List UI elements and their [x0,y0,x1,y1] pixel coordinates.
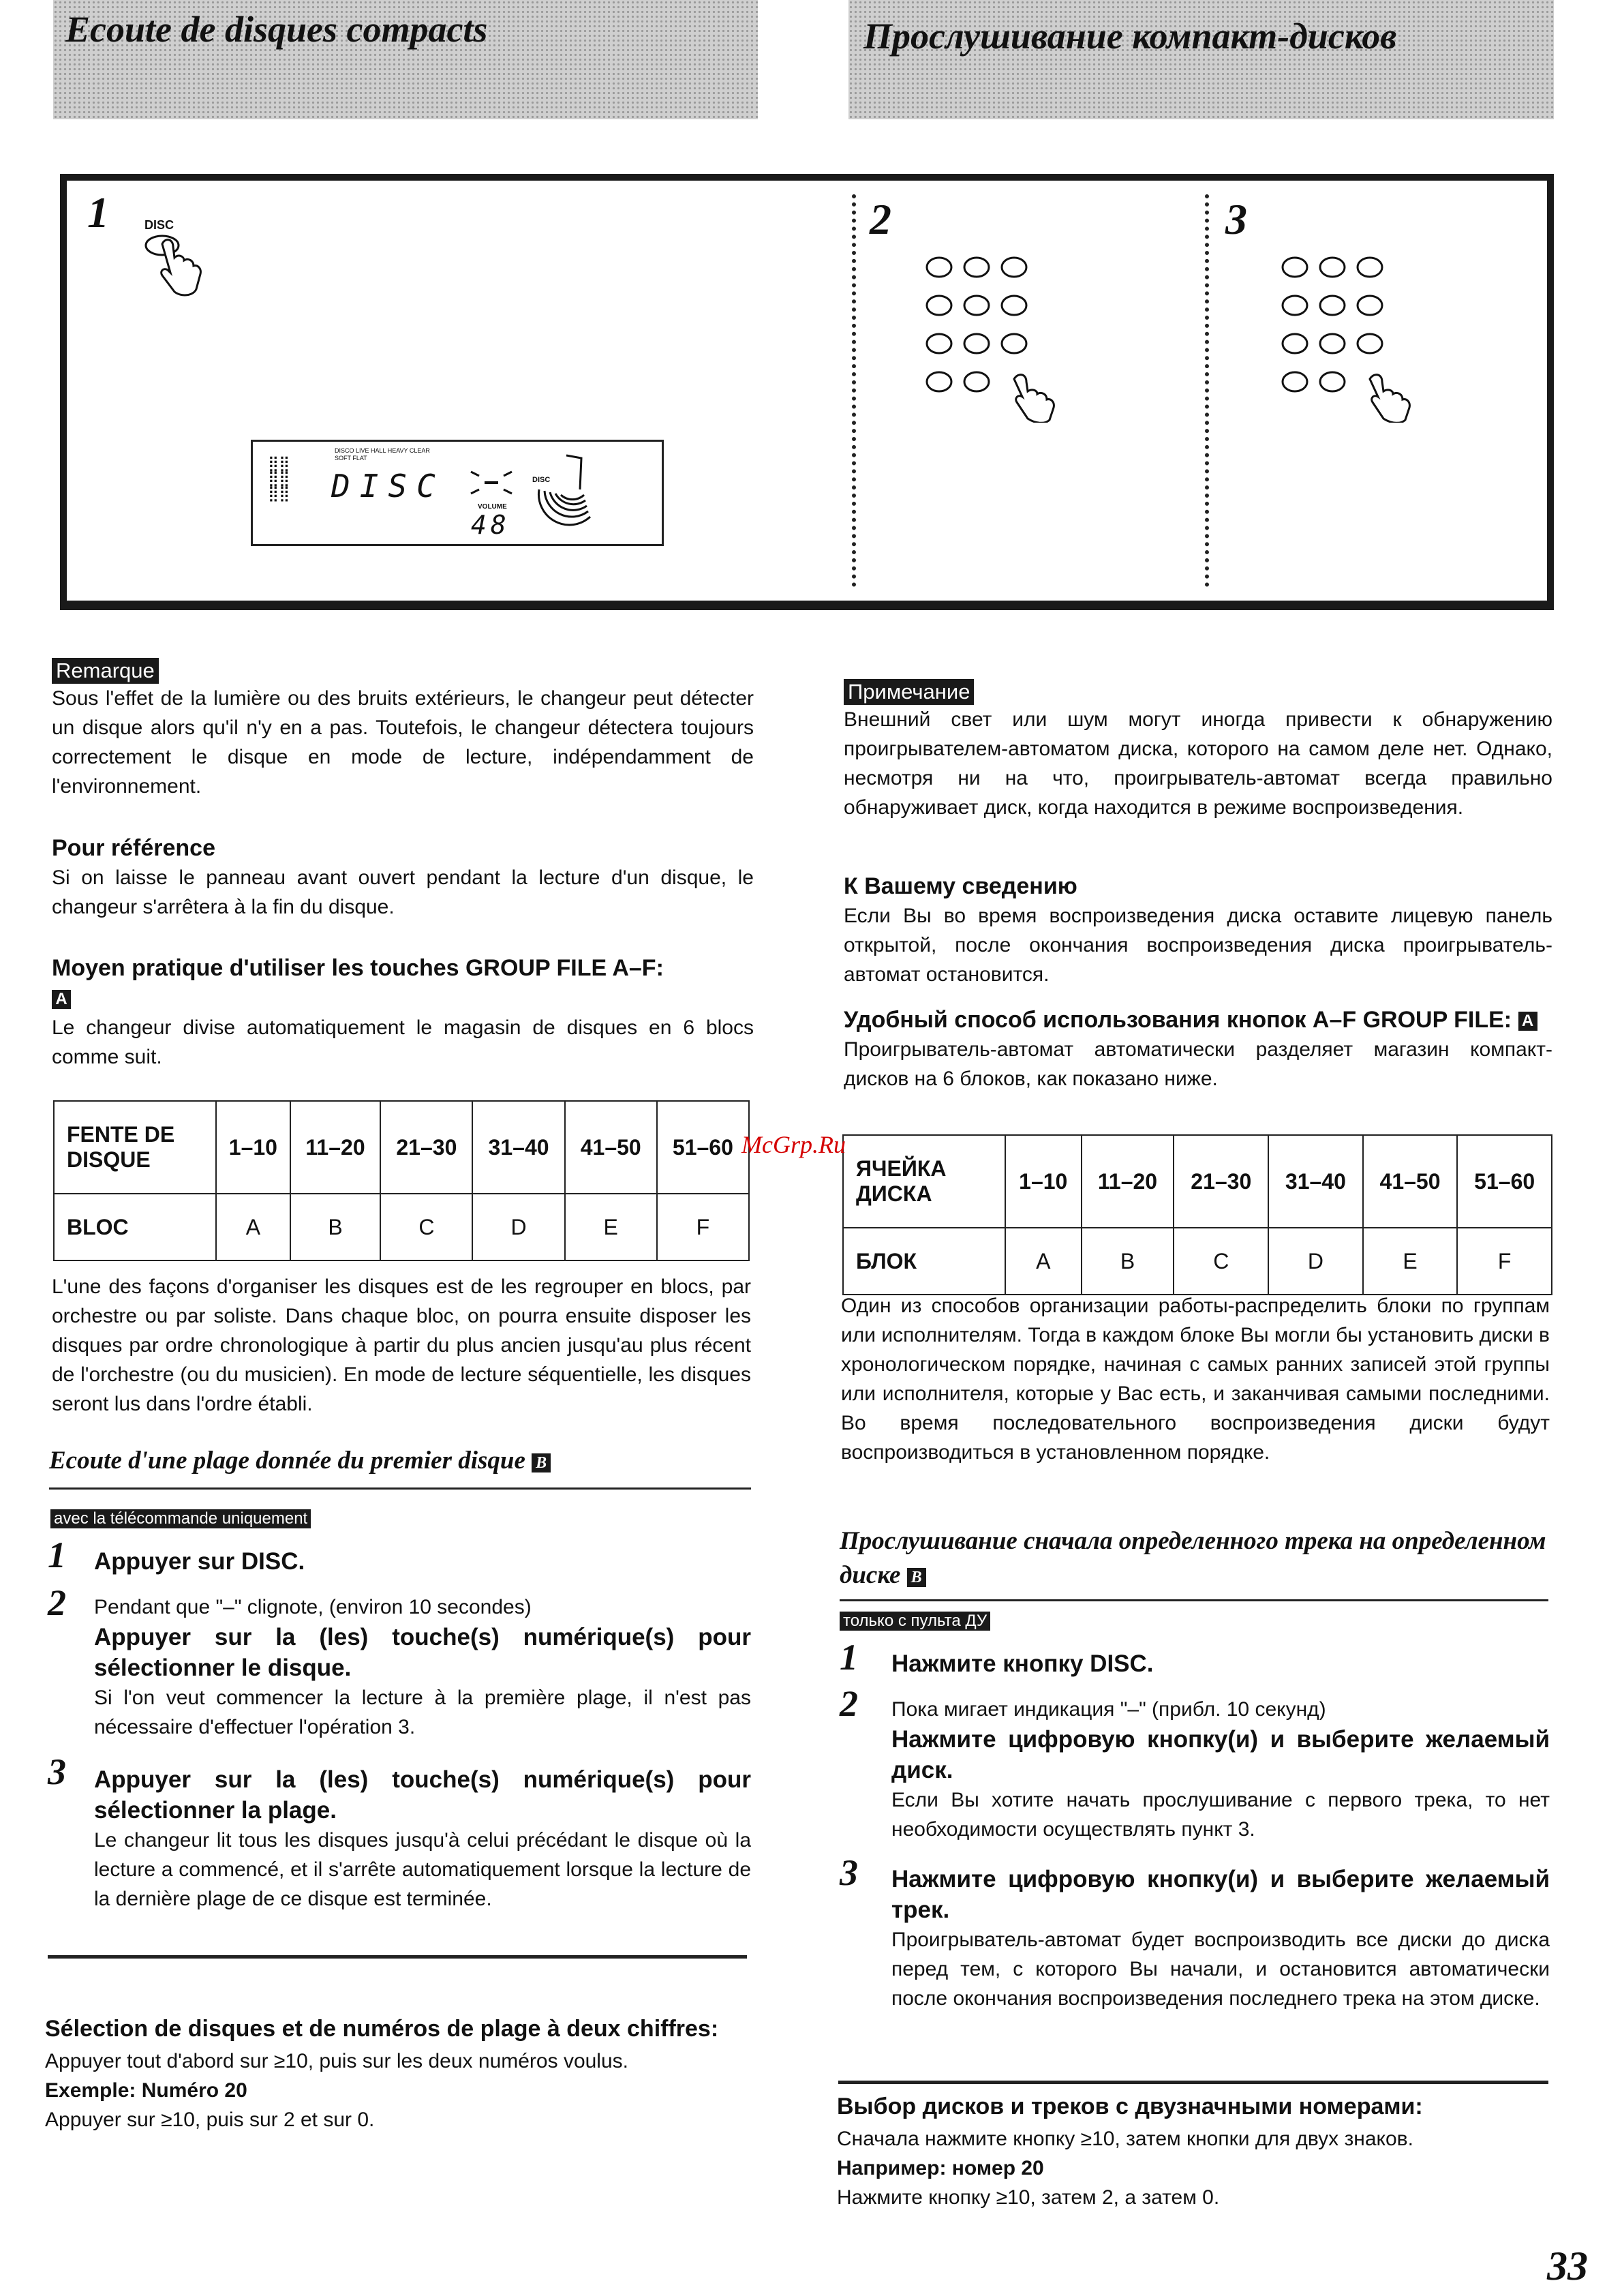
fr-block-table [53,1100,750,1261]
fr-step-2-pre: Pendant que "–" clignote, (environ 10 secondes) [94,1596,532,1618]
table-cell: 21–30 [1174,1135,1268,1228]
ru-example-label: Например: номер 20 [837,2157,1044,2179]
keypad-step-2 [925,245,1103,423]
fr-group-heading [52,953,754,1013]
table-cell: A [216,1194,290,1260]
ru-section-rule [840,1599,1548,1601]
ru-ref-heading: К Вашему сведению [844,873,1077,899]
fr-group-heading-text: Moyen pratique d'utiliser les touches GROUP FILE A–F: [52,955,664,981]
fr-remote-tag: avec la télécommande uniquement [50,1509,311,1528]
fr-two-digit-line2: Appuyer sur ≥10, puis sur 2 et sur 0. [45,2109,375,2131]
ru-group-text: Проигрыватель-автомат автоматически разделяет магазин компакт-дисков на 6 блоков, как показано ниже. [844,1038,1552,1090]
table-cell: B [1082,1228,1174,1295]
fr-group-section [52,953,754,1072]
ru-section-heading-text: Прослушивание сначала определенного трека на определенном диске [840,1527,1546,1589]
keypad-icon [925,245,1103,423]
fr-step-2 [94,1592,751,1742]
header-fr [53,0,758,119]
ru-step-2-bold: Нажмите цифровую кнопку(и) и выберите желаемый диск. [891,1726,1550,1783]
ru-bottom-rule [838,2081,1548,2084]
ru-step-3 [891,1864,1550,2013]
lcd-display [251,440,664,546]
table-cell: 31–40 [472,1101,564,1194]
fr-example-label: Exemple: Numéro 20 [45,2079,247,2102]
fr-section-rule [49,1487,751,1490]
fr-two-digit [45,2014,747,2134]
blink-dash-icon [464,462,519,503]
lcd-mode-labels: DISCO LIVE HALL HEAVY CLEAR SOFT FLAT [335,447,430,462]
watermark: McGrp.Ru [741,1131,846,1158]
disc-button-label: DISC [144,218,174,232]
fr-remark-tag: Remarque [52,658,159,684]
table-cell: 51–60 [1457,1135,1552,1228]
ru-two-digit [837,2091,1550,2212]
fr-group-text: Le changeur divise automatiquement le magasin de disques en 6 blocs comme suit. [52,1016,754,1068]
fr-step-1-num: 1 [48,1535,66,1575]
lcd-disc-text: DISC [331,468,445,504]
table-cell: E [1363,1228,1458,1295]
table-cell: 41–50 [1363,1135,1458,1228]
diagram-step-3: 3 [1225,195,1247,243]
lcd-disc-icon-label: DISC [532,476,551,484]
ru-step-2-note: Если Вы хотите начать прослушивание с первого трека, то нет необходимости осуществлять пункт 3. [891,1789,1550,1841]
ru-table-row2-label: БЛОК [843,1228,1005,1295]
ru-group-heading [844,1005,1552,1035]
ru-step-2-num: 2 [840,1683,858,1724]
table-cell: B [290,1194,381,1260]
diagram-step-1: 1 [87,188,109,237]
fr-step-3 [94,1764,751,1914]
fr-step-1-text: Appuyer sur DISC. [94,1548,305,1575]
ru-two-digit-heading: Выбор дисков и треков с двузначными номерами: [837,2094,1423,2119]
ru-block-table [842,1134,1552,1295]
ru-ref-text: Если Вы во время воспроизведения диска оставите лицевую панель открытой, после окончания воспроизведения диска проигрыватель-автомат остановится. [844,905,1552,986]
fr-step-3-note: Le changeur lit tous les disques jusqu'à celui précédant le disque où la lecture a commencé, et il s'arrête automatiquement lorsque la lecture de la dernière plage de ce disque est terminée. [94,1829,751,1910]
table-row [54,1194,749,1260]
header-fr-title: Ecoute de disques compacts [65,9,488,50]
ru-section-box: B [907,1568,926,1587]
fr-group-box: A [52,990,71,1009]
ru-step-2 [891,1695,1550,1844]
ru-two-digit-line2: Нажмите кнопку ≥10, затем 2, а затем 0. [837,2186,1220,2209]
fr-bottom-rule [48,1955,747,1959]
table-cell: 11–20 [1082,1135,1174,1228]
fr-two-digit-line1: Appuyer tout d'abord sur ≥10, puis sur les deux numéros voulus. [45,2050,628,2072]
ru-org-text: Один из способов организации работы-распределить блоки по группам или исполнителям. Тогда в каждом блоке Вы могли бы установить диски в хронологическом порядке, начиная с самых ранних записей этой группы или исполнителя, которые у Вас есть, и заканчивая самыми последними. Во время последовательного воспроизведения диски будут воспроизводиться в установленном порядке. [841,1295,1550,1464]
keypad-icon [1281,245,1458,423]
ru-step-3-bold: Нажмите цифровую кнопку(и) и выберите желаемый трек. [891,1866,1550,1923]
hand-press-icon [142,230,217,305]
lcd-volume-value: 48 [471,510,510,540]
fr-step-3-bold: Appuyer sur la (les) touche(s) numérique(s) pour sélectionner la plage. [94,1766,751,1824]
lcd-volume-label: VOLUME [478,503,507,511]
fr-table-row1-label: FENTE DE DISQUE [54,1101,216,1194]
ru-step-2-pre: Пока мигает индикация "–" (прибл. 10 секунд) [891,1698,1326,1721]
table-cell: 1–10 [216,1101,290,1194]
fr-two-digit-heading: Sélection de disques et de numéros de plage à deux chiffres: [45,2016,719,2042]
table-cell: 51–60 [657,1101,749,1194]
fr-section-box: B [532,1453,551,1472]
header-ru-title: Прослушивание компакт-дисков [863,16,1397,57]
ru-remark [844,679,1552,822]
fr-step-2-num: 2 [48,1582,66,1623]
page-number: 33 [1547,2244,1588,2289]
table-cell: C [380,1194,472,1260]
ru-step-3-num: 3 [840,1852,858,1893]
fr-step-2-note: Si l'on veut commencer la lecture à la première plage, il n'est pas nécessaire d'effectuer l'opération 3. [94,1687,751,1738]
table-cell: D [1268,1228,1363,1295]
divider-2 [1205,194,1209,587]
ru-remark-text: Внешний свет или шум могут иногда привести к обнаружению проигрывателем-автоматом диска, которого на самом деле нет. Однако, несмотря ни на что, проигрыватель-автомат всегда правильно обнаруживает диск, когда находится в режиме воспроизведения. [844,708,1552,819]
ru-remark-tag: Примечание [844,679,974,705]
fr-section-heading-text: Ecoute d'une plage donnée du premier disque [49,1447,525,1475]
fr-remark-text: Sous l'effet de la lumière ou des bruits extérieurs, le changeur peut détecter un disque alors qu'il n'y en a pas. Toutefois, le changeur détectera toujours correctement le disque en mode de lecture, indépendamment de l'environnement. [52,687,754,798]
ru-step-1-text: Нажмите кнопку DISC. [891,1650,1154,1677]
lcd-group-grid: ⣿⣿ ⣿⣿ ⣿⣿ [268,455,290,502]
disc-button [142,218,217,293]
divider-1 [852,194,856,587]
ru-group-heading-text: Удобный способ использования кнопок A–F GROUP FILE: [844,1007,1512,1033]
table-cell: 1–10 [1005,1135,1082,1228]
table-cell: 21–30 [380,1101,472,1194]
table-cell: D [472,1194,564,1260]
fr-reference [52,833,754,922]
table-row [54,1101,749,1194]
table-cell: 31–40 [1268,1135,1363,1228]
ru-table-row1-label: ЯЧЕЙКА ДИСКА [843,1135,1005,1228]
ru-section-heading [840,1524,1548,1592]
ru-group-box: A [1518,1012,1537,1031]
table-cell: E [565,1194,657,1260]
table-cell: A [1005,1228,1082,1295]
fr-table-row2-label: BLOC [54,1194,216,1260]
fr-org-text: L'une des façons d'organiser les disques est de les regrouper en blocs, par orchestre ou par soliste. Dans chaque bloc, on pourra ensuite disposer les disques par ordre chronologique à partir du plus ancien jusqu'au plus récent de l'orchestre (ou du musicien). En mode de lecture séquentielle, les disques seront lus dans l'ordre établi. [52,1275,751,1415]
fr-step-2-bold: Appuyer sur la (les) touche(s) numérique(s) pour sélectionner le disque. [94,1624,751,1681]
fr-ref-text: Si on laisse le panneau avant ouvert pendant la lecture d'un disque, le changeur s'arrêtera à la fin du disque. [52,866,754,918]
table-row [843,1135,1552,1228]
ru-two-digit-line1: Сначала нажмите кнопку ≥10, затем кнопки для двух знаков. [837,2128,1413,2150]
fr-step-3-num: 3 [48,1751,66,1792]
ru-step-1-num: 1 [840,1637,858,1678]
ru-step-3-note: Проигрыватель-автомат будет воспроизводить все диски до диска перед тем, с которого Вы начали, и остановится автоматически после окончания воспроизведения последнего трека на этом диске. [891,1929,1550,2010]
table-row [843,1228,1552,1295]
fr-ref-heading: Pour référence [52,835,215,861]
ru-reference [844,871,1552,989]
fr-section-heading [49,1444,751,1478]
table-cell: 41–50 [565,1101,657,1194]
disc-stack-icon [525,449,600,530]
table-cell: F [1457,1228,1552,1295]
ru-group-section [844,1005,1552,1093]
keypad-step-3 [1281,245,1458,423]
ru-remote-tag: только с пульта ДУ [840,1612,990,1631]
header-ru [848,0,1554,119]
diagram-box [60,174,1554,610]
diagram-step-2: 2 [870,195,891,243]
table-cell: 11–20 [290,1101,381,1194]
table-cell: F [657,1194,749,1260]
table-cell: C [1174,1228,1268,1295]
fr-remark [52,658,754,801]
